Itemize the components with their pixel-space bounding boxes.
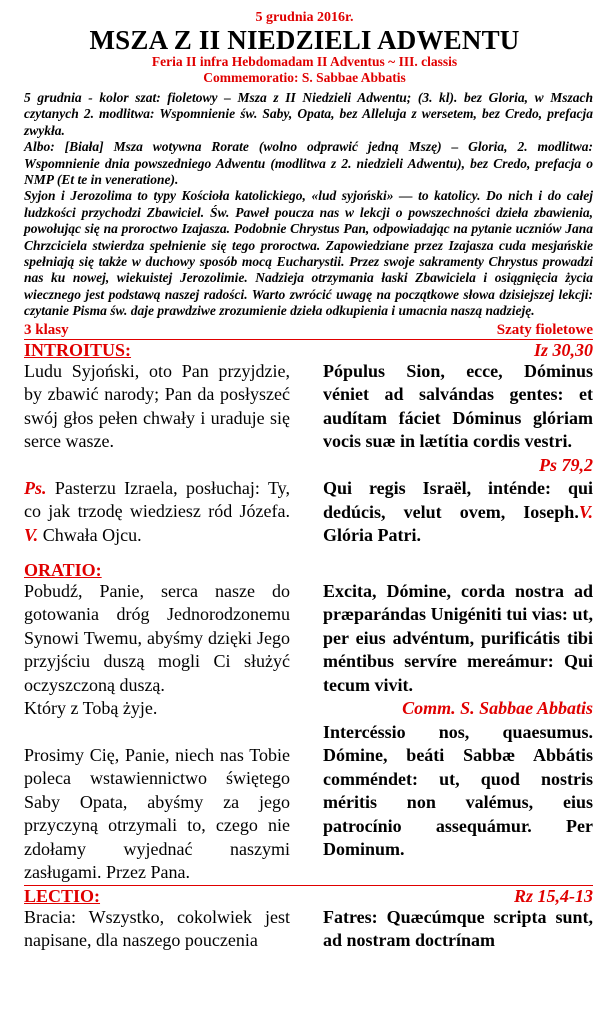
latin-column (323, 580, 593, 885)
introitus-la-gloria: Glória Patri. (323, 525, 421, 546)
commemoratio-line: Commemoratio: S. Sabbae Abbatis (203, 70, 406, 85)
polish-column (24, 580, 290, 885)
lectio-label: LECTIO: (24, 885, 101, 906)
commemoration-label: Comm. S. Sabbae Abbatis (402, 698, 593, 719)
feria-line: Feria II infra Hebdomadam II Adventus ~ III. classis (151, 54, 458, 69)
date-line: 5 grudnia 2016r. (255, 10, 354, 25)
oratio-la-commemoration: Intercéssio nos, quaesumus. Dómine, beáti Sabbæ Abbátis comméndet: ut, quod nostris méritis non valémus, eius patrocínio assequámur. Per Dominum. (323, 721, 593, 860)
introitus-label: INTROITUS: (24, 339, 132, 360)
introitus-la-antiphon: Pópulus Sion, ecce, Dóminus véniet ad salvándas gentes: et audítam fáciet Dóminus glóriam vocis suæ in lætítia cordis vestri. (323, 360, 593, 452)
page-title: MSZA Z II NIEDZIELI ADWENTU (89, 25, 520, 55)
lectio-row (24, 906, 593, 953)
introitus-la-psalm: Qui regis Israël, inténde: qui dedúcis, velut ovem, Ioseph. (323, 478, 593, 522)
introitus-pl-gloria: Chwała Ojcu. (42, 524, 142, 545)
latin-column (323, 360, 593, 548)
lectio-ref: Rz 15,4-13 (513, 885, 593, 906)
latin-column (323, 906, 593, 953)
lectio-pl-start: Bracia: Wszystko, cokolwiek jest napisane, dla naszego pouczenia (24, 906, 290, 951)
introitus-row (24, 360, 593, 548)
oratio-header (24, 560, 593, 580)
versicle-mark: V. (578, 501, 593, 522)
intro-notes (24, 90, 593, 320)
ps-mark: Ps. (24, 477, 47, 498)
versicle-mark: V. (24, 524, 39, 545)
vestment-color: Szaty fioletowe (496, 321, 593, 338)
introitus-pl-psalm: Pasterzu Izraela, posłuchaj: Ty, co jak trzodę wiedziesz ród Józefa. (24, 477, 291, 522)
psalm-ref: Ps 79,2 (539, 454, 593, 475)
introitus-la-psalm-block (323, 477, 593, 548)
oratio-pl-commemoration: Prosimy Cię, Panie, niech nas Tobie poleca wstawiennictwo świętego Saby Opata, abyśmy za jego przyczyną otrzymali to, czego nie zdołamy wyjednać naszymi zasługami. Przez Pana. (24, 744, 290, 883)
lectio-header (24, 885, 593, 906)
introitus-pl-antiphon: Ludu Syjoński, oto Pan przyjdzie, by zbawić narody; Pan da posłyszeć swój głos pełen chwały i uraduje się serce wasze. (24, 360, 290, 452)
oratio-label: ORATIO: (24, 559, 102, 580)
introitus-ref: Iz 30,30 (533, 339, 593, 360)
class-label: 3 klasy (24, 321, 69, 338)
oratio-row (24, 580, 593, 885)
oratio-la-prayer: Excita, Dómine, corda nostra ad præparándas Unigéniti tui vias: ut, per eius advéntum, purificátis tibi méntibus servíre mereámur: Qui tecum vivit. (323, 580, 593, 695)
intro-paragraph: 5 grudnia - kolor szat: fioletowy – Msza z II Niedzieli Adwentu; (3. kl). bez Gloria, w Mszach czytanych 2. modlitwa: Wspomnienie św. Saby, Opata, bez Alleluja z wersetem, bez Credo, prefacja zwykła. (24, 90, 593, 138)
class-bar (24, 322, 593, 339)
intro-paragraph: Albo: [Biała] Msza wotywna Rorate (wolno odprawić jedną Mszę) – Gloria, 2. modlitwa: Wspomnienie dnia powszedniego Adwentu (modlitwa z 2. niedzieli Adwentu), bez Credo, prefacja o NMP (Et te in veneratione). (24, 139, 593, 188)
introitus-pl-psalm-block (24, 477, 290, 548)
lectio-la-start: Fatres: Quæcúmque scripta sunt, ad nostram doctrínam (323, 906, 593, 951)
oratio-pl-prayer: Pobudź, Panie, serca nasze do gotowania dróg Jednorodzonemu Synowi Twemu, abyśmy dzięki Jego przyjściu duszą mogli Ci służyć oczyszczoną duszą. (24, 580, 290, 695)
intro-paragraph: Syjon i Jerozolima to typy Kościoła katolickiego, «lud syjoński» — to katolicy. Do nich i do całej ludzkości przychodzi Zbawiciel. Św. Paweł poucza nas w lekcji o powszechności dzieła zbawienia, powołując się na proroctwo Izajasza. Podobnie Chrystus Pan, odpowiadając na pytanie uczniów Jana Chrzciciela stwierdza spełnienie się tego proroctwa. Zapowiedziane przez Izajasza cuda mesjańskie spełniają się także w duchowy sposób mocą Eucharystii. Przez swoje sakramenty Chrystus prowadzi nas ku nowej, wiekuistej Jerozolimie. Nadzieja otrzymania łaski Zbawiciela i osiągnięcia życia wiecznego jest podstawą naszej radości. Warto zwrócić uwagę na początkowe słowa dzisiejszej lekcji: czytanie Pisma św. daje prawdziwe zrozumienie dzieła odkupienia i umacnia naszą nadzieję. (24, 188, 593, 319)
polish-column (24, 360, 290, 548)
polish-column (24, 906, 290, 953)
oratio-pl-ending: Który z Tobą żyje. (24, 698, 158, 719)
introitus-header (24, 339, 593, 360)
